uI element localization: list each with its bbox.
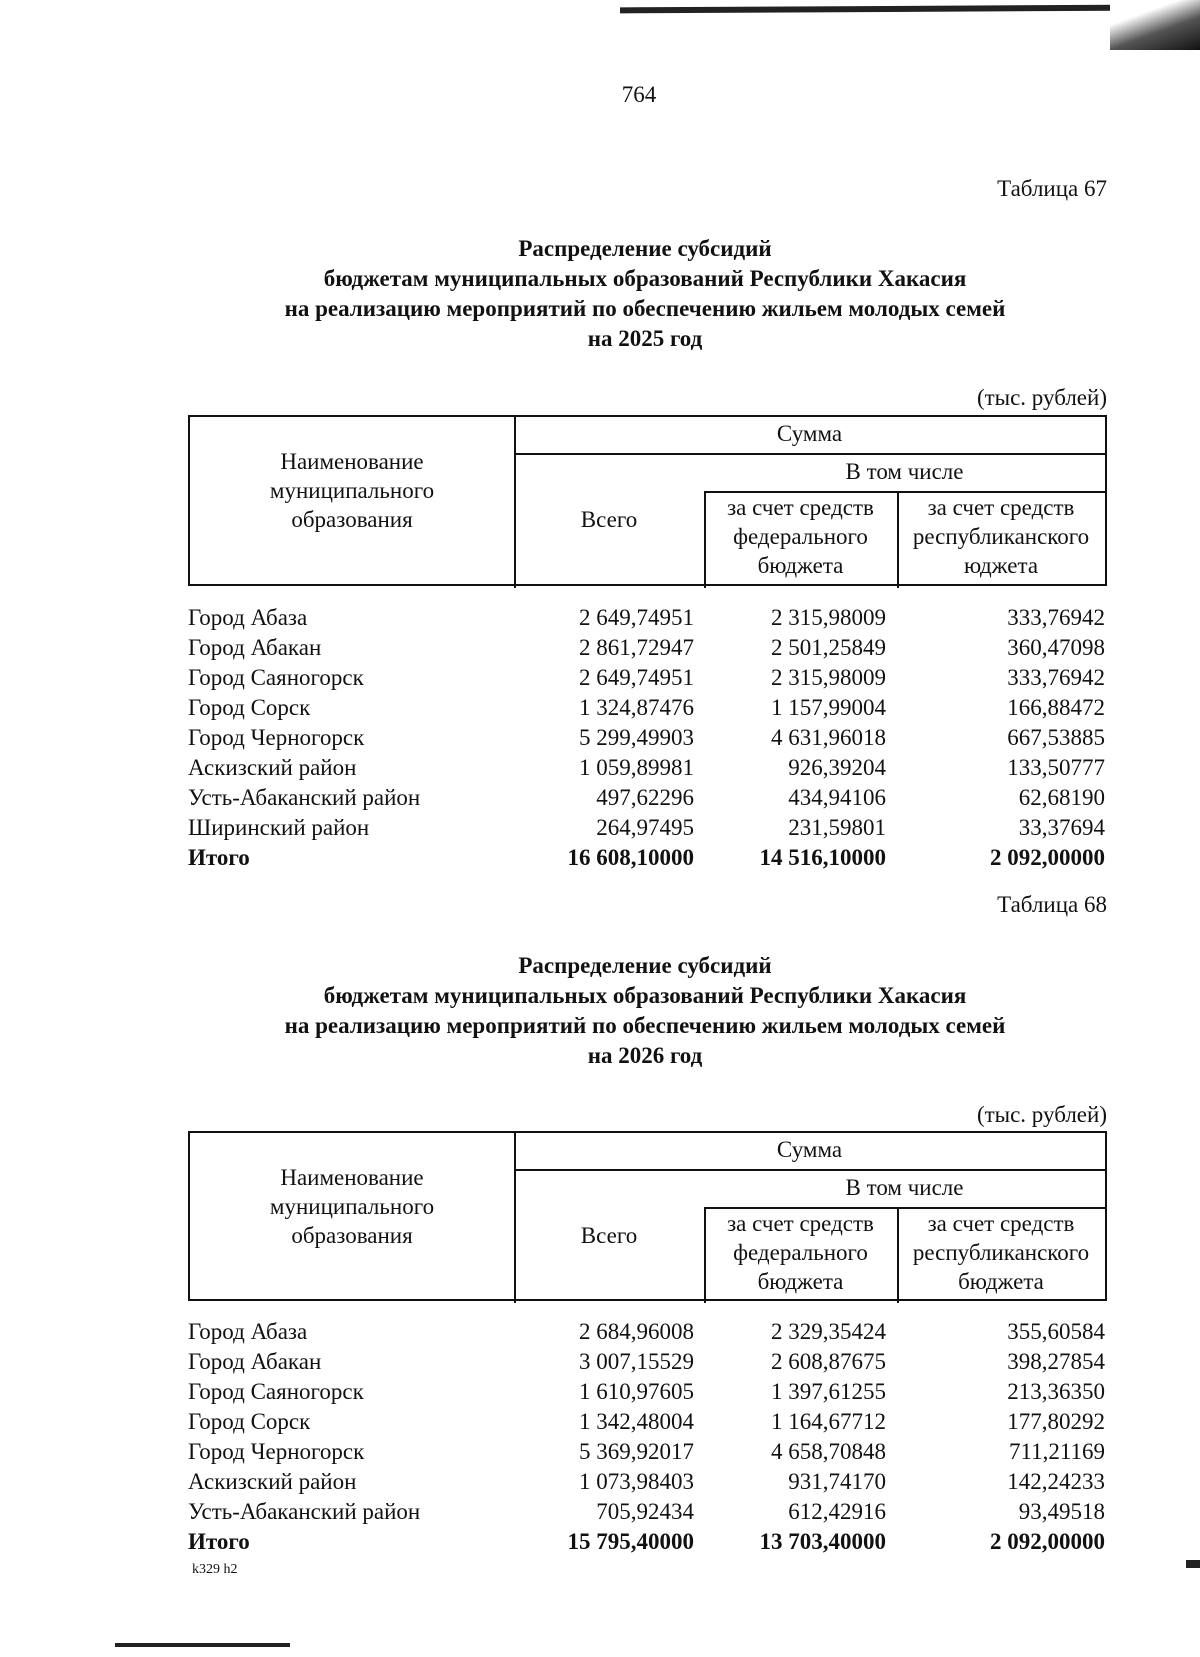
scan-artifact xyxy=(1186,1560,1200,1568)
municipality-name: Город Саяногорск xyxy=(188,665,364,690)
total-amount: 1 059,89981 xyxy=(579,755,694,780)
federal-amount: 1 157,99004 xyxy=(771,695,886,720)
table-row xyxy=(188,723,1107,753)
municipality-name: Город Абакан xyxy=(188,1349,322,1374)
municipality-name: Город Абаза xyxy=(188,605,308,630)
total-amount: 1 073,98403 xyxy=(579,1469,694,1494)
table-title-line: бюджетам муниципальных образований Республики Хакасия xyxy=(323,983,967,1008)
table-row xyxy=(188,1407,1107,1437)
total-amount: 2 861,72947 xyxy=(579,635,694,660)
table-header xyxy=(188,1131,1107,1301)
table-title-line: Распределение субсидий xyxy=(518,953,772,978)
republic-amount: 33,37694 xyxy=(1018,815,1105,840)
federal-amount: 926,39204 xyxy=(788,755,886,780)
scan-artifact xyxy=(1110,0,1200,50)
municipality-name: Аскизский район xyxy=(188,1469,357,1494)
header-federal: за счет средств федерального бюджета xyxy=(727,495,874,578)
federal-amount: 2 329,35424 xyxy=(771,1319,886,1344)
table-row xyxy=(188,693,1107,723)
federal-amount: 2 608,87675 xyxy=(771,1349,886,1374)
municipality-name: Ширинский район xyxy=(188,815,370,840)
federal-amount: 231,59801 xyxy=(788,815,886,840)
table-header xyxy=(188,415,1107,586)
total-amount: 705,92434 xyxy=(596,1499,694,1524)
republic-amount: 93,49518 xyxy=(1018,1499,1105,1524)
scan-artifact xyxy=(620,5,1140,14)
federal-amount: 2 315,98009 xyxy=(771,665,886,690)
federal-amount: 1 164,67712 xyxy=(771,1409,886,1434)
header-sum: Сумма xyxy=(776,1137,843,1162)
municipality-name: Город Абаза xyxy=(188,1319,308,1344)
header-republic: за счет средств республиканского юджета xyxy=(912,495,1090,578)
total-amount: 5 369,92017 xyxy=(579,1439,694,1464)
municipality-name: Аскизский район xyxy=(188,755,357,780)
total-amount: 497,62296 xyxy=(596,785,694,810)
municipality-name: Город Сорск xyxy=(188,695,311,720)
footer-code: k329 h2 xyxy=(192,1562,238,1577)
units-label: (тыс. рублей) xyxy=(976,1102,1107,1127)
total-amount: 5 299,49903 xyxy=(579,725,694,750)
total-amount: 264,97495 xyxy=(596,815,694,840)
totals-row xyxy=(188,843,1107,873)
divider xyxy=(514,453,1105,455)
table-title-line: на реализацию мероприятий по обеспечению жильем молодых семей xyxy=(284,296,1006,321)
divider xyxy=(704,1207,706,1303)
header-sum: Сумма xyxy=(776,421,843,446)
municipality-name: Итого xyxy=(188,845,250,870)
municipality-name: Итого xyxy=(188,1529,250,1554)
header-including: В том числе xyxy=(845,1175,964,1200)
header-total: Всего xyxy=(580,507,638,532)
header-republic: за счет средств республиканского бюджета xyxy=(912,1211,1090,1294)
header-total: Всего xyxy=(580,1223,638,1248)
table-row xyxy=(188,1437,1107,1467)
republic-amount: 711,21169 xyxy=(1008,1439,1105,1464)
republic-amount: 166,88472 xyxy=(1007,695,1105,720)
republic-amount: 177,80292 xyxy=(1007,1409,1105,1434)
federal-amount: 2 315,98009 xyxy=(771,605,886,630)
table-row xyxy=(188,1467,1107,1497)
total-amount: 1 324,87476 xyxy=(579,695,694,720)
table-title-line: Распределение субсидий xyxy=(518,236,772,261)
republic-amount: 133,50777 xyxy=(1007,755,1105,780)
divider xyxy=(514,1169,1105,1171)
municipality-name: Усть-Абаканский район xyxy=(188,785,421,810)
table-title-line: бюджетам муниципальных образований Республики Хакасия xyxy=(323,266,967,291)
table-title-line: на 2025 год xyxy=(587,326,703,351)
table-row xyxy=(188,1347,1107,1377)
republic-amount: 213,36350 xyxy=(1007,1379,1105,1404)
table-row xyxy=(188,753,1107,783)
total-amount: 16 608,10000 xyxy=(567,845,694,870)
republic-amount: 62,68190 xyxy=(1018,785,1105,810)
total-amount: 1 342,48004 xyxy=(579,1409,694,1434)
federal-amount: 612,42916 xyxy=(788,1499,886,1524)
municipality-name: Город Саяногорск xyxy=(188,1379,364,1404)
header-name: Наименование муниципального образования xyxy=(269,449,435,532)
republic-amount: 2 092,00000 xyxy=(990,1529,1105,1554)
republic-amount: 333,76942 xyxy=(1007,665,1105,690)
total-amount: 3 007,15529 xyxy=(579,1349,694,1374)
table-row xyxy=(188,663,1107,693)
table-row xyxy=(188,603,1107,633)
republic-amount: 142,24233 xyxy=(1007,1469,1105,1494)
republic-amount: 333,76942 xyxy=(1007,605,1105,630)
table-row xyxy=(188,813,1107,843)
total-amount: 2 684,96008 xyxy=(579,1319,694,1344)
federal-amount: 14 516,10000 xyxy=(759,845,886,870)
header-name: Наименование муниципального образования xyxy=(269,1165,435,1248)
table-row xyxy=(188,783,1107,813)
federal-amount: 4 631,96018 xyxy=(771,725,886,750)
federal-amount: 931,74170 xyxy=(788,1469,886,1494)
federal-amount: 4 658,70848 xyxy=(771,1439,886,1464)
republic-amount: 360,47098 xyxy=(1007,635,1105,660)
table-title-line: на 2026 год xyxy=(587,1043,703,1068)
republic-amount: 398,27854 xyxy=(1007,1349,1105,1374)
federal-amount: 434,94106 xyxy=(788,785,886,810)
totals-row xyxy=(188,1527,1107,1557)
page-number: 764 xyxy=(621,82,657,107)
total-amount: 2 649,74951 xyxy=(579,605,694,630)
municipality-name: Город Абакан xyxy=(188,635,322,660)
total-amount: 1 610,97605 xyxy=(579,1379,694,1404)
units-label: (тыс. рублей) xyxy=(976,385,1107,410)
total-amount: 15 795,40000 xyxy=(567,1529,694,1554)
table-label: Таблица 68 xyxy=(997,892,1107,917)
table-label: Таблица 67 xyxy=(997,176,1107,201)
republic-amount: 667,53885 xyxy=(1007,725,1105,750)
table-row xyxy=(188,633,1107,663)
scan-artifact xyxy=(115,1643,290,1647)
header-federal: за счет средств федерального бюджета xyxy=(727,1211,874,1294)
municipality-name: Город Черногорск xyxy=(188,1439,365,1464)
federal-amount: 1 397,61255 xyxy=(771,1379,886,1404)
republic-amount: 2 092,00000 xyxy=(990,845,1105,870)
federal-amount: 2 501,25849 xyxy=(771,635,886,660)
federal-amount: 13 703,40000 xyxy=(759,1529,886,1554)
table-row xyxy=(188,1377,1107,1407)
table-row xyxy=(188,1317,1107,1347)
total-amount: 2 649,74951 xyxy=(579,665,694,690)
municipality-name: Город Черногорск xyxy=(188,725,365,750)
table-title-line: на реализацию мероприятий по обеспечению жильем молодых семей xyxy=(284,1013,1006,1038)
republic-amount: 355,60584 xyxy=(1007,1319,1105,1344)
municipality-name: Город Сорск xyxy=(188,1409,311,1434)
municipality-name: Усть-Абаканский район xyxy=(188,1499,421,1524)
divider xyxy=(704,491,706,588)
header-including: В том числе xyxy=(845,459,964,484)
table-row xyxy=(188,1497,1107,1527)
